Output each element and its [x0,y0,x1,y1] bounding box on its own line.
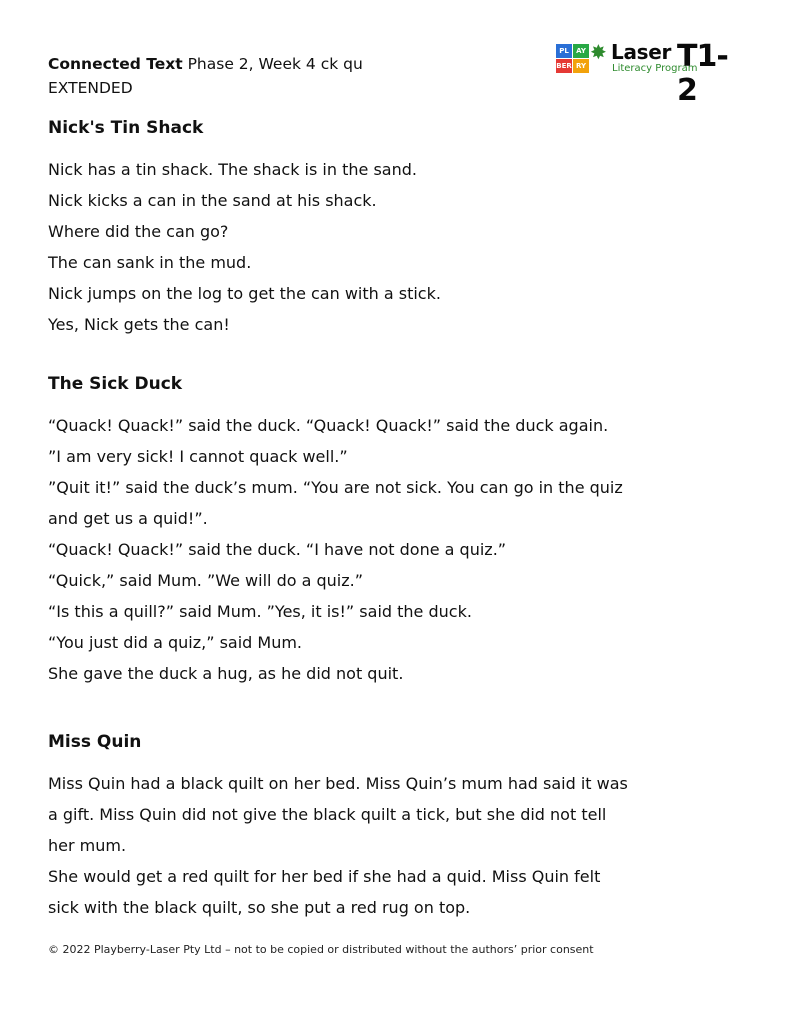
story-title: The Sick Duck [48,374,183,394]
header-label: Connected Text [48,55,183,73]
logo-subtitle: Literacy Program [612,63,698,74]
story-title: Miss Quin [48,732,142,752]
header-line-1 [48,52,363,76]
story-line: “Quick,” said Mum. ”We will do a quiz.” [48,571,363,590]
story-miss-quin [48,730,748,923]
story-text [48,410,748,689]
document-header [48,52,363,100]
story-line: Nick jumps on the log to get the can with a stick. [48,284,441,303]
copyright-footer: © 2022 Playberry-Laser Pty Ltd – not to be copied or distributed without the authors’ prior consent [48,943,594,956]
story-line: Nick kicks a can in the sand at his shack. [48,191,377,210]
story-line: She would get a red quilt for her bed if she had a quid. Miss Quin felt [48,867,601,886]
story-line: She gave the duck a hug, as he did not quit. [48,664,404,683]
story-line: a gift. Miss Quin did not give the black quilt a tick, but she did not tell [48,805,607,824]
story-line: “Quack! Quack!” said the duck. “I have not done a quiz.” [48,540,507,559]
story-text [48,768,748,923]
logo-brand: Laser [611,40,672,64]
story-nicks-tin-shack [48,116,748,340]
story-text [48,154,748,340]
story-line: Miss Quin had a black quilt on her bed. Miss Quin’s mum had said it was [48,774,628,793]
header-line-2: EXTENDED [48,79,133,97]
story-line: “Quack! Quack!” said the duck. “Quack! Quack!” said the duck again. [48,416,609,435]
logo-cell: AY [573,44,589,58]
story-title: Nick's Tin Shack [48,118,204,138]
story-line: Nick has a tin shack. The shack is in the sand. [48,160,417,179]
story-line: “You just did a quiz,” said Mum. [48,633,303,652]
logo-cell: RY [573,59,589,73]
story-line: her mum. [48,836,127,855]
starburst-icon: ✸ [590,40,607,64]
logo-level: T1-2 [677,39,728,108]
story-line: Where did the can go? [48,222,229,241]
story-line: Yes, Nick gets the can! [48,315,230,334]
story-line: sick with the black quilt, so she put a red rug on top. [48,898,471,917]
playberry-logo-grid [556,44,590,74]
story-line: The can sank in the mud. [48,253,252,272]
story-the-sick-duck [48,372,748,689]
logo-cell: PL [556,44,572,58]
story-line: ”I am very sick! I cannot quack well.” [48,447,348,466]
story-line: ”Quit it!” said the duck’s mum. “You are not sick. You can go in the quiz [48,478,623,497]
story-line: and get us a quid!”. [48,509,208,528]
story-line: “Is this a quill?” said Mum. ”Yes, it is!” said the duck. [48,602,472,621]
header-phase-week: Phase 2, Week 4 ck qu [182,55,363,73]
logo-cell: BER [556,59,572,73]
laser-logo [556,39,746,108]
